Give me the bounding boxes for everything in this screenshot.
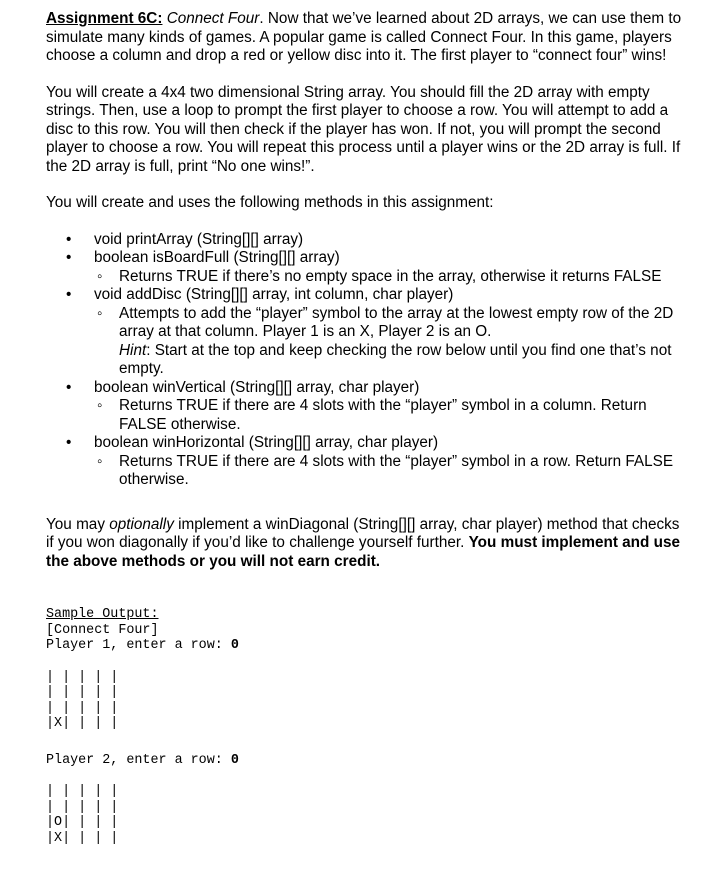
assignment-label: Assignment 6C:	[46, 10, 163, 27]
method-is-board-full: • boolean isBoardFull (String[][] array) ◦ Returns TRUE if there’s no empty space in the array, otherwise it returns FALSE	[46, 249, 686, 286]
win-vertical-details	[94, 397, 686, 434]
assignment-title: Connect Four	[166, 10, 260, 27]
document-page	[46, 10, 686, 846]
requirement-note: You must implement and use the above methods or you will not earn credit.	[46, 534, 680, 570]
board-row: |X| | | |	[46, 830, 119, 846]
board-row: | | | | |	[46, 700, 119, 716]
win-horizontal-details	[94, 453, 686, 490]
player2-prompt: Player 2, enter a row: 0	[46, 752, 239, 768]
hint-label: Hint	[119, 341, 147, 359]
is-board-full-desc: ◦ Returns TRUE if there’s no empty space in the array, otherwise it returns FALSE	[94, 268, 686, 287]
add-disc-details	[94, 305, 686, 379]
is-board-full-details	[94, 268, 686, 287]
board-row: | | | | |	[46, 685, 119, 700]
player1-input: 0	[230, 638, 239, 653]
board-row: |X| | | |	[46, 716, 119, 731]
method-win-vertical: • boolean winVertical (String[][] array, char player) ◦ Returns TRUE if there are 4 slots with the “player” symbol in a column. Return FALSE otherwise.	[46, 379, 686, 435]
methods-intro: You will create and uses the following methods in this assignment:	[46, 194, 494, 211]
method-win-horizontal: • boolean winHorizontal (String[][] array, char player) ◦ Returns TRUE if there are 4 slots with the “player” symbol in a row. Return FALSE otherwise.	[46, 434, 686, 490]
player2-input: 0	[230, 752, 239, 768]
win-horizontal-desc: ◦ Returns TRUE if there are 4 slots with the “player” symbol in a row. Return FALSE otherwise.	[94, 453, 686, 490]
hint-text: : Start at the top and keep checking the row below until you find one that’s not empty.	[119, 341, 672, 377]
sample-output	[46, 607, 686, 846]
player1-prompt: Player 1, enter a row: 0	[46, 638, 239, 653]
optional-emphasis: optionally	[109, 515, 174, 533]
task-paragraph: You will create a 4x4 two dimensional String array. You should fill the 2D array with empty strings. Then, use a loop to prompt the first player to choose a row. You will attempt to add a disc to this row. You will then check if the player has won. If not, you will prompt the second player to choose a row. You will repeat this process until a player wins or the 2D array is full. If the 2D array is full, print “No one wins!”.	[46, 83, 681, 175]
sample-header: [Connect Four]	[46, 622, 159, 638]
intro-text: . Now that we’ve learned about 2D arrays, we can use them to simulate many kinds of games. A popular game is called Connect Four. In this game, players choose a column and drop a red or yellow disc into it. The first player to “connect four” wins!	[46, 10, 682, 64]
method-add-disc: • void addDisc (String[][] array, int column, char player) ◦ Attempts to add the “player” symbol to the array at the lowest empty row of the 2D array at that column. Player 1 is an X, Player 2 is an O. Hint: Start at the top and keep checking the row below until you find one that’s not empty.	[46, 286, 686, 379]
intro-paragraph	[46, 10, 686, 66]
board-row: | | | | |	[46, 669, 119, 685]
board-row: | | | | |	[46, 784, 119, 799]
board-row: | | | | |	[46, 799, 119, 815]
add-disc-desc: ◦ Attempts to add the “player” symbol to the array at the lowest empty row of the 2D array at that column. Player 1 is an X, Player 2 is an O. Hint: Start at the top and keep checking the row below until you find one that’s not empty.	[94, 305, 686, 379]
win-vertical-desc: ◦ Returns TRUE if there are 4 slots with the “player” symbol in a column. Return FALSE otherwise.	[94, 397, 686, 434]
board-row: |O| | | |	[46, 815, 119, 830]
methods-list	[46, 231, 686, 490]
optional-paragraph: You may optionally implement a winDiagonal (String[][] array, char player) method that checks if you won diagonally if you’d like to challenge yourself further. You must implement and use the above methods or you will not earn credit.	[46, 515, 680, 570]
sample-output-label: Sample Output:	[46, 607, 159, 622]
method-print-array: • void printArray (String[][] array)	[46, 231, 686, 250]
